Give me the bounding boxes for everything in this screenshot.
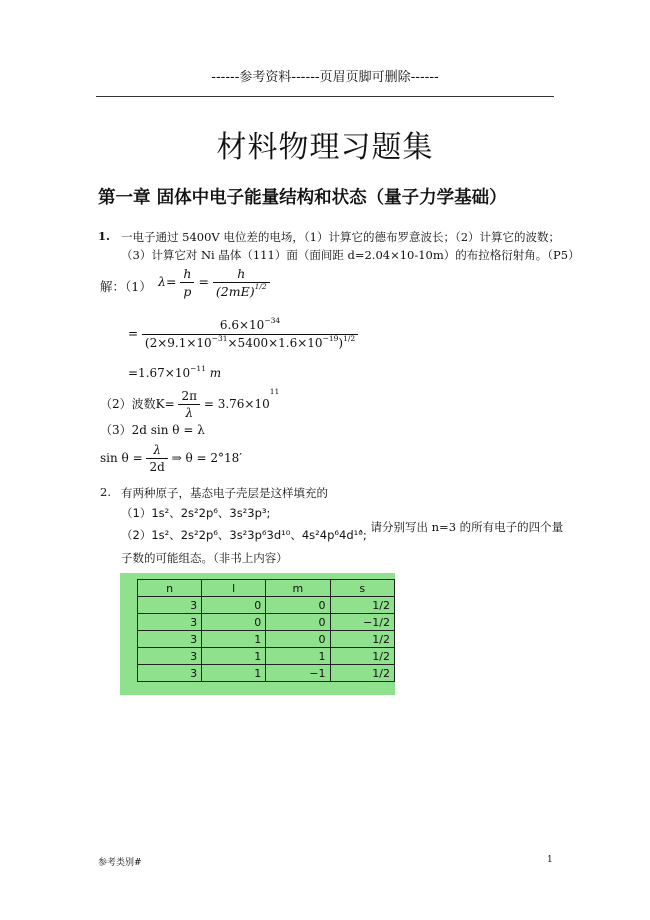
exp-34: −34 [264,316,281,325]
q2-config-1: （1）1s²、2s²2p⁶、3s²3p³; [121,506,271,520]
exp-half: 1/2 [254,282,267,291]
eq-sign-2: = [198,274,209,289]
bragg-equation: （3）2d sin θ = λ [100,423,205,437]
cell: 3 [138,614,202,631]
q2-request: ，请分别写出 n=3 的所有电子的四个量 [359,520,564,534]
unit-m: m [205,366,222,380]
wavenumber-formula [100,389,279,420]
q2-request-2: 子数的可能组态。（非书上内容） [121,551,288,565]
q2-intro: 有两种原子，基态电子壳层是这样填充的 [121,486,328,500]
q1-line1: 一电子通过 5400V 电位差的电场，（1）计算它的德布罗意波长；（2）计算它的波数； [121,230,561,244]
den-close: ) [338,336,344,350]
den-part2: ×5400×1.6×10 [227,336,323,350]
cell: 0 [202,614,266,631]
cell: −1 [266,665,330,682]
page-title: 材料物理习题集 [216,130,434,165]
angle-solution [100,443,242,474]
cell: 0 [266,614,330,631]
two-d: 2d [149,460,165,474]
cell: 3 [138,665,202,682]
part2-value: = 3.76×10 [203,397,270,411]
cell: 3 [138,597,202,614]
lambda-num: λ [146,443,167,459]
cell: −1/2 [330,614,395,631]
eq-sign: = [165,274,177,289]
result-value: =1.67×10 [128,366,191,380]
q1-line2: （3）计算它对 Ni 晶体（111）面（面间距 d=2.04×10-10m）的布拉格衍射角。（P5） [121,248,580,262]
q1-number: 1. [98,229,111,243]
cell: 1 [202,648,266,665]
table-row [138,597,395,614]
chapter-heading: 第一章 固体中电子能量结构和状态（量子力学基础） [98,188,507,208]
den-part1: (2×9.1×10 [144,336,212,350]
table-row [138,648,395,665]
den-2mE: (2mE) [215,284,255,299]
q2-config-2: （2）1s²、2s²2p⁶、3s²3p⁶3d¹⁰、4s²4p⁶4d¹⁰; [121,528,367,542]
cell: 3 [138,631,202,648]
header-m: m [266,580,330,597]
frac-h: h [180,266,194,283]
lambda-formula [158,266,270,299]
eq-sign-3: = [128,326,139,341]
table-row [138,614,395,631]
sin-lhs: sin θ = [100,451,143,465]
cell: 1/2 [330,665,395,682]
header-divider [96,96,554,97]
frac-p: p [183,284,192,299]
exp-19: −19 [322,334,339,343]
header-l: l [202,580,266,597]
table-row [138,631,395,648]
cell: 1/2 [330,597,395,614]
lambda-den: λ [185,406,194,420]
page-header: ------参考资料------页眉页脚可删除------ [211,70,439,85]
cell: 0 [202,597,266,614]
solution-label: 解：（1） [100,279,152,294]
exp-half-2: 1/2 [343,334,356,343]
theta-result: ⇒ θ = 2°18′ [171,451,243,465]
table-row [138,665,395,682]
q2-number: 2. [100,485,111,499]
num-6.6: 6.6×10 [219,318,265,332]
exp-31: −31 [211,334,228,343]
footer-left: 参考类别# [98,858,142,868]
two-pi: 2π [178,389,200,405]
cell: 1 [202,665,266,682]
exp-minus-11: −11 [190,364,206,373]
cell: 1 [266,648,330,665]
exp-11: 11 [269,387,280,396]
cell: 3 [138,648,202,665]
page-number: 1 [547,855,553,865]
eq-line-2 [128,318,358,350]
result-wavelength [128,366,221,380]
frac-h-2: h [213,266,270,283]
lambda-symbol: λ [158,274,166,289]
cell: 0 [266,597,330,614]
cell: 1 [202,631,266,648]
header-n: n [138,580,202,597]
part2-label: （2）波数K= [100,397,175,411]
table-header-row [138,580,395,597]
quantum-number-table [137,579,395,682]
cell: 0 [266,631,330,648]
quantum-number-table-background [120,573,395,695]
cell: 1/2 [330,648,395,665]
header-s: s [330,580,395,597]
cell: 1/2 [330,631,395,648]
